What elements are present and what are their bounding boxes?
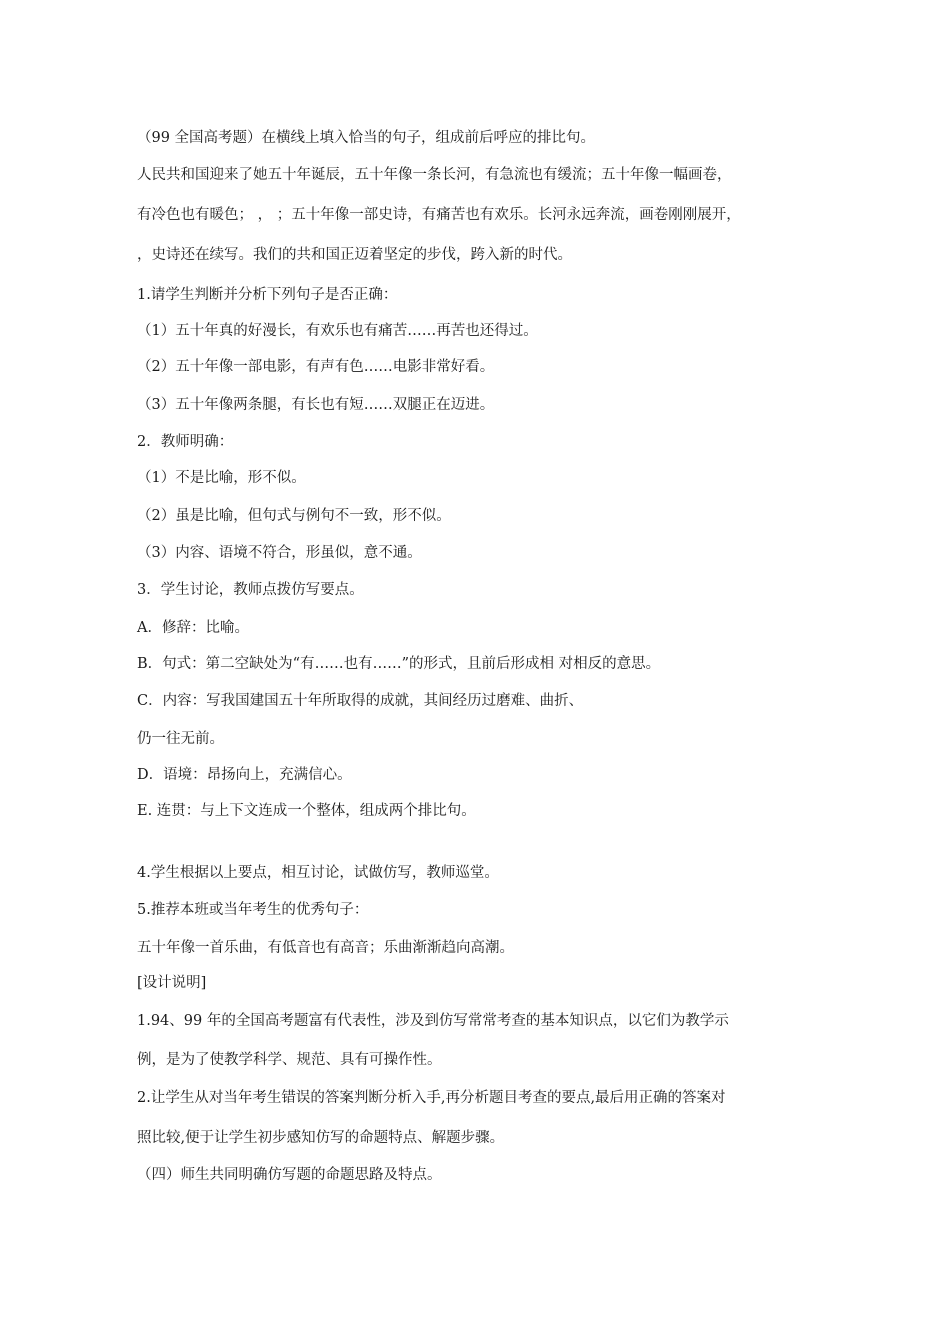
step-1-heading: 1.请学生判断并分析下列句子是否正确：	[137, 287, 398, 303]
analysis-3: （3）内容、语境不符合，形虽似，意不通。	[137, 545, 422, 561]
point-a: A．修辞：比喻。	[137, 620, 249, 636]
analysis-2: （2）虽是比喻，但句式与例句不一致，形不似。	[137, 508, 451, 524]
sample-sentence-3: （3）五十年像两条腿，有长也有短……双腿正在迈进。	[137, 397, 495, 413]
step-5: 5.推荐本班或当年考生的优秀句子：	[137, 902, 369, 918]
exam-question-intro: （99 全国高考题）在横线上填入恰当的句子，组成前后呼应的排比句。	[137, 130, 596, 146]
sample-sentence-2: （2）五十年像一部电影，有声有色……电影非常好看。	[137, 359, 495, 375]
design-note-1: 1.94、99 年的全国高考题富有代表性，涉及到仿写常常考查的基本知识点，以它们为教学示	[137, 1013, 729, 1029]
point-c-continued: 仍一往无前。	[137, 731, 224, 747]
point-c: C．内容：写我国建国五十年所取得的成就，其间经历过磨难、曲折、	[137, 693, 584, 709]
sample-sentence-1: （1）五十年真的好漫长，有欢乐也有痛苦……再苦也还得过。	[137, 323, 538, 339]
passage-line-3: ，史诗还在续写。我们的共和国正迈着坚定的步伐，跨入新的时代。	[137, 247, 572, 263]
analysis-1: （1）不是比喻，形不似。	[137, 470, 306, 486]
step-4: 4.学生根据以上要点，相互讨论，试做仿写，教师巡堂。	[137, 865, 499, 881]
point-d: D．语境：昂扬向上，充满信心。	[137, 767, 352, 783]
passage-line-1: 人民共和国迎来了她五十年诞辰，五十年像一条长河，有急流也有缓流；五十年像一幅画卷，	[137, 167, 732, 183]
point-e: E. 连贯：与上下文连成一个整体，组成两个排比句。	[137, 803, 476, 819]
design-note-2-continued: 照比较,便于让学生初步感知仿写的命题特点、解题步骤。	[137, 1130, 505, 1146]
design-note-1-continued: 例，是为了使教学科学、规范、具有可操作性。	[137, 1052, 442, 1068]
design-notes-heading: [设计说明]	[137, 975, 207, 991]
section-four-heading: （四）师生共同明确仿写题的命题思路及特点。	[137, 1167, 442, 1183]
step-2-heading: 2．教师明确：	[137, 434, 234, 450]
point-b: B．句式：第二空缺处为“有……也有……”的形式，且前后形成相 对相反的意思。	[137, 656, 661, 672]
step-3-heading: 3．学生讨论，教师点拨仿写要点。	[137, 582, 364, 598]
recommended-sentence: 五十年像一首乐曲，有低音也有高音；乐曲渐渐趋向高潮。	[137, 940, 514, 956]
design-note-2: 2.让学生从对当年考生错误的答案判断分析入手,再分析题目考查的要点,最后用正确的答案对	[137, 1090, 726, 1106]
passage-line-2: 有冷色也有暖色； ， ；五十年像一部史诗，有痛苦也有欢乐。长河永远奔流，画卷刚刚展开，	[137, 207, 741, 223]
